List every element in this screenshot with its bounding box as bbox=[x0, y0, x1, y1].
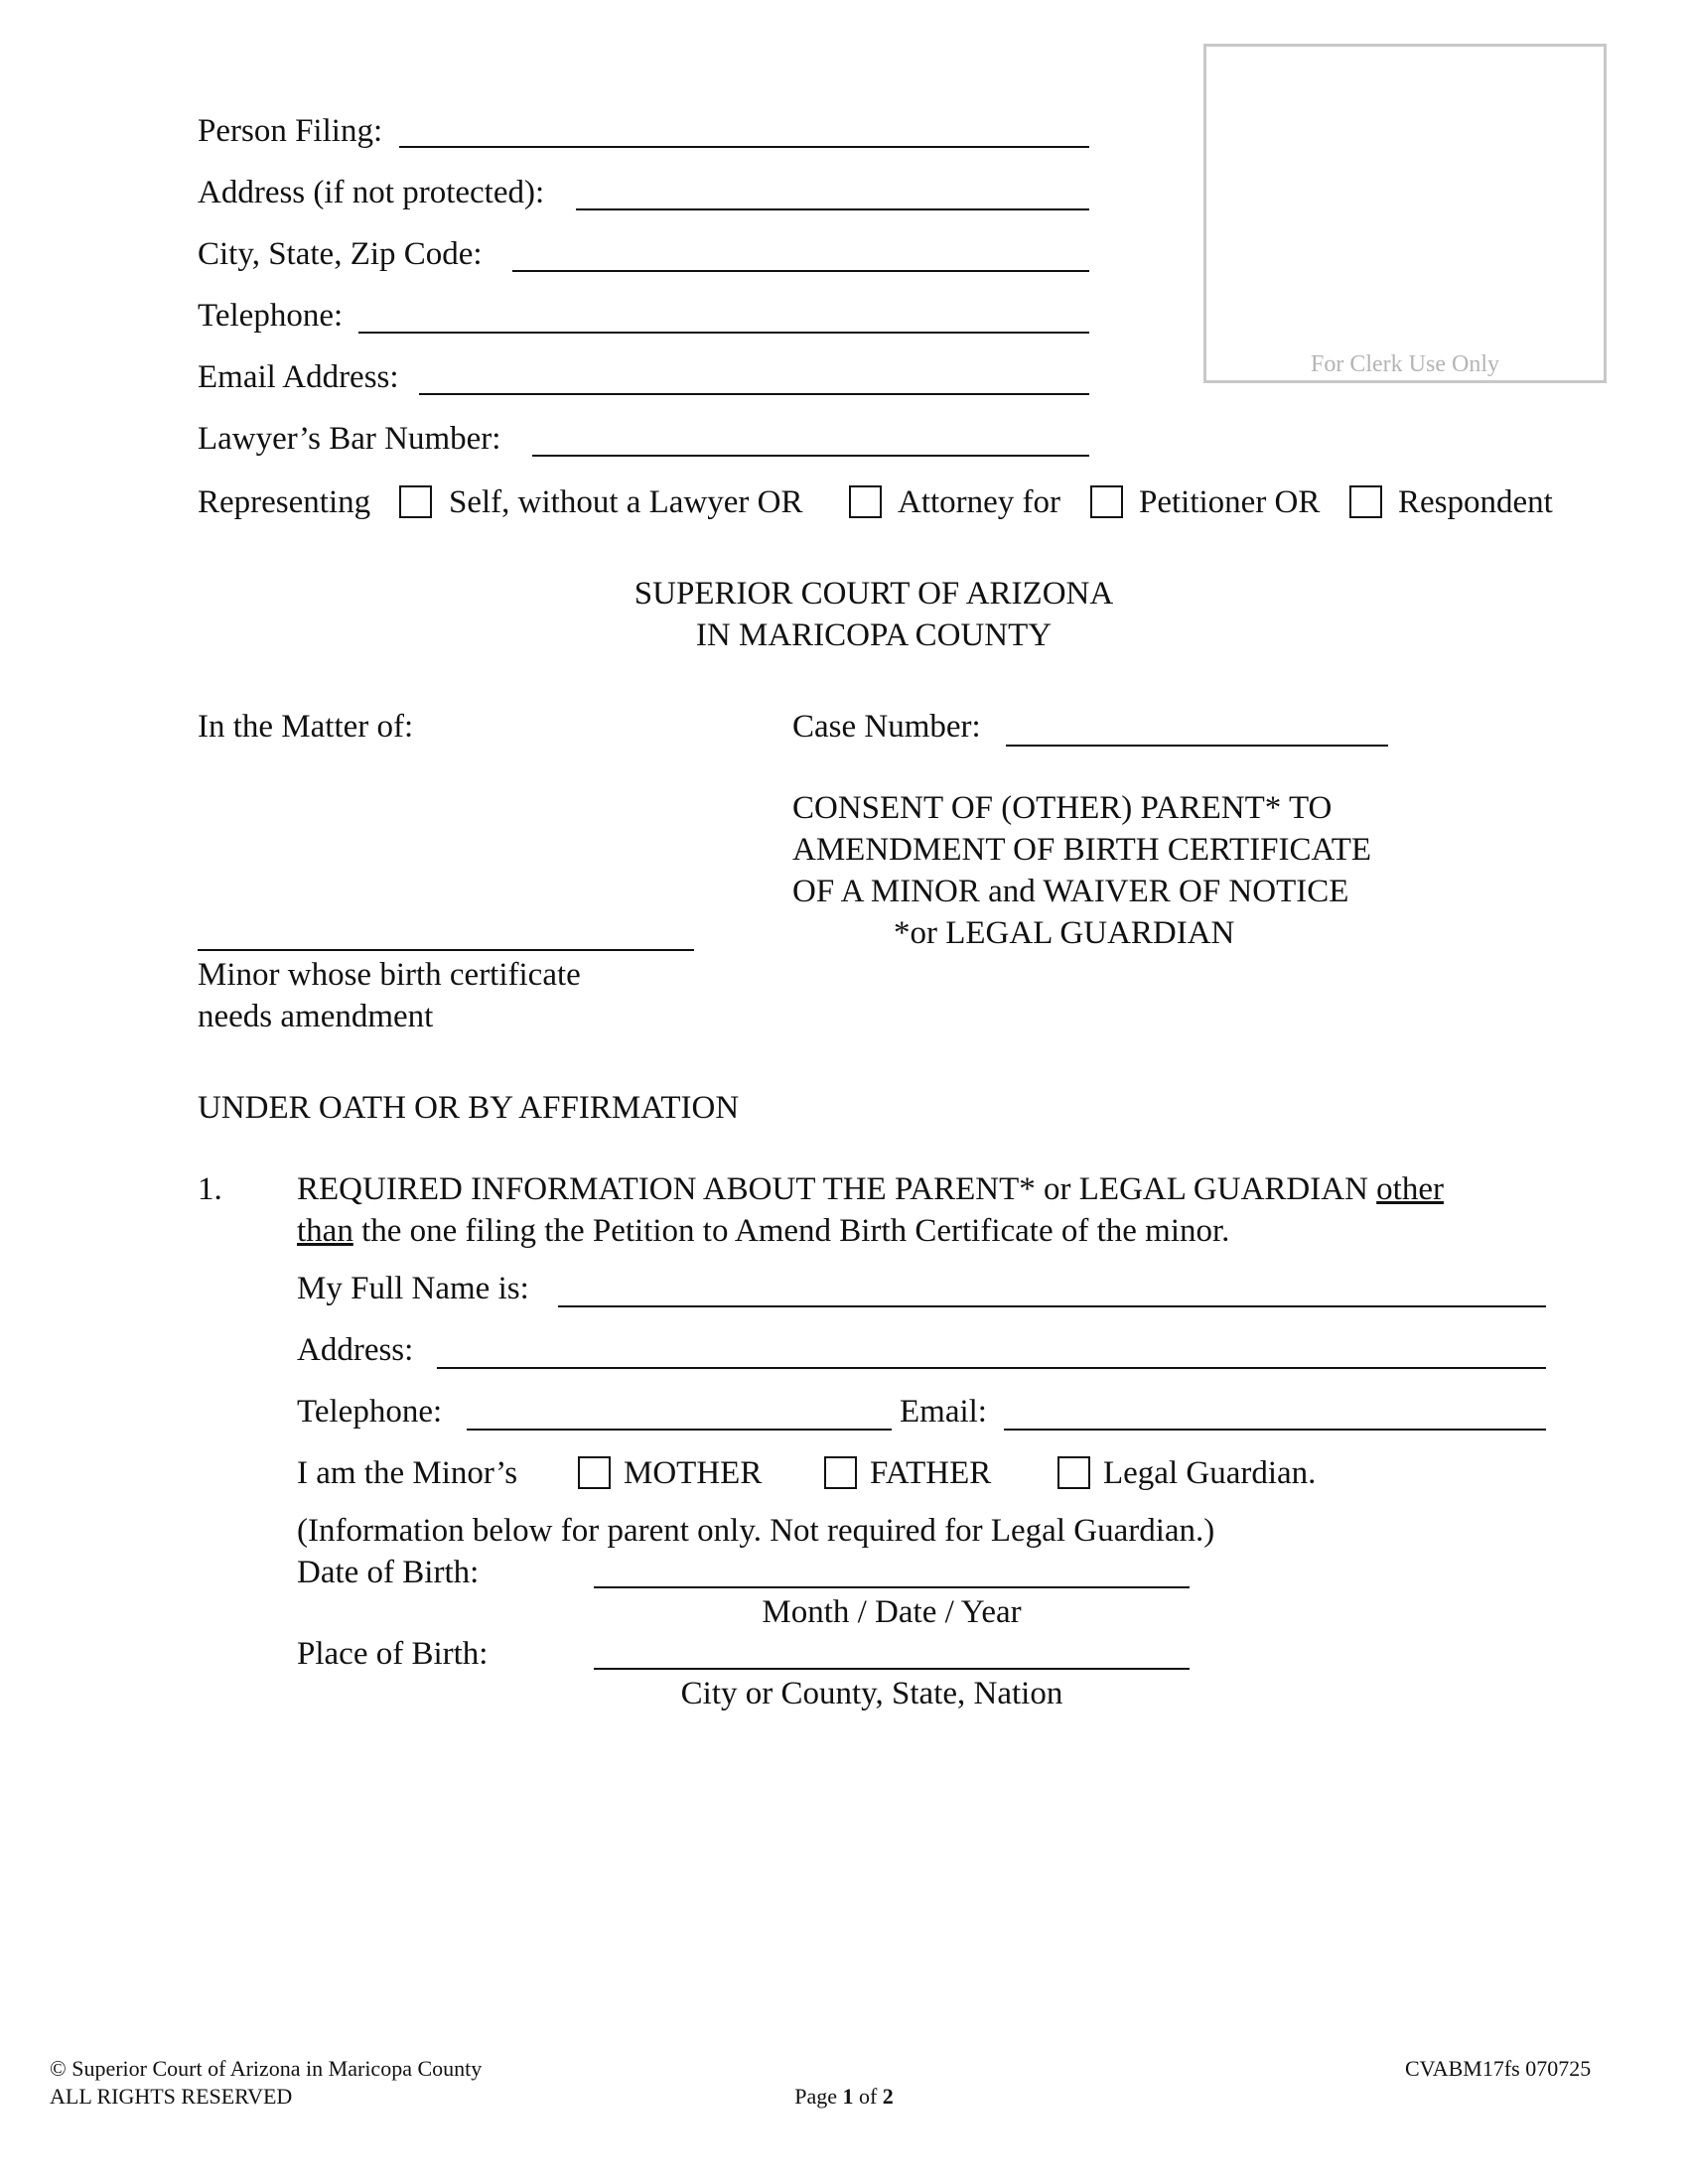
dob-input[interactable] bbox=[594, 1586, 1190, 1588]
attorney-label: Attorney for bbox=[898, 484, 1061, 520]
section-heading-line1: REQUIRED INFORMATION ABOUT THE PARENT* or LEGAL GUARDIAN other bbox=[297, 1171, 1444, 1207]
father-label: FATHER bbox=[870, 1455, 992, 1491]
email-input[interactable] bbox=[419, 393, 1089, 395]
section-heading-line2: than the one filing the Petition to Amend Birth Certificate of the minor. bbox=[297, 1213, 1230, 1249]
document-title-line1: CONSENT OF (OTHER) PARENT* TO bbox=[792, 790, 1333, 826]
dob-label: Date of Birth: bbox=[297, 1555, 480, 1590]
relation-label: I am the Minor’s bbox=[297, 1455, 518, 1491]
guardian-checkbox[interactable] bbox=[1057, 1456, 1090, 1489]
clerk-use-label: For Clerk Use Only bbox=[1311, 351, 1499, 377]
respondent-checkbox[interactable] bbox=[1349, 485, 1382, 518]
document-title-line4: *or LEGAL GUARDIAN bbox=[894, 915, 1235, 951]
clerk-use-box bbox=[1203, 44, 1607, 383]
guardian-label: Legal Guardian. bbox=[1103, 1455, 1317, 1491]
form-code: CVABM17fs 070725 bbox=[1405, 2056, 1592, 2081]
address-input[interactable] bbox=[576, 208, 1089, 210]
section-address-input[interactable] bbox=[437, 1367, 1546, 1369]
section-telephone-label: Telephone: bbox=[297, 1394, 443, 1430]
pob-hint: City or County, State, Nation bbox=[680, 1676, 1063, 1711]
email-label: Email Address: bbox=[198, 359, 399, 395]
petitioner-label: Petitioner OR bbox=[1139, 484, 1321, 520]
father-checkbox[interactable] bbox=[824, 1456, 857, 1489]
dob-hint: Month / Date / Year bbox=[762, 1594, 1022, 1630]
self-label: Self, without a Lawyer OR bbox=[449, 484, 803, 520]
court-name-line2: IN MARICOPA COUNTY bbox=[695, 617, 1053, 653]
petitioner-checkbox[interactable] bbox=[1090, 485, 1123, 518]
attorney-checkbox[interactable] bbox=[849, 485, 882, 518]
underlined-other: other bbox=[1376, 1171, 1444, 1207]
pob-input[interactable] bbox=[594, 1668, 1190, 1670]
city-state-zip-input[interactable] bbox=[512, 270, 1089, 272]
bar-number-label: Lawyer’s Bar Number: bbox=[198, 421, 501, 457]
full-name-label: My Full Name is: bbox=[297, 1271, 529, 1306]
telephone-input[interactable] bbox=[358, 332, 1089, 334]
case-number-label: Case Number: bbox=[792, 709, 981, 745]
person-filing-label: Person Filing: bbox=[198, 113, 383, 149]
section-email-input[interactable] bbox=[1004, 1429, 1546, 1431]
mother-label: MOTHER bbox=[624, 1455, 763, 1491]
footer-rights: ALL RIGHTS RESERVED bbox=[50, 2084, 293, 2109]
address-label: Address (if not protected): bbox=[198, 175, 545, 210]
representing-label: Representing bbox=[198, 484, 371, 520]
full-name-input[interactable] bbox=[558, 1305, 1546, 1307]
section-email-label: Email: bbox=[900, 1394, 987, 1430]
section-address-label: Address: bbox=[297, 1332, 414, 1368]
minor-label-line1: Minor whose birth certificate bbox=[198, 957, 581, 993]
court-name-line1: SUPERIOR COURT OF ARIZONA bbox=[633, 576, 1114, 612]
section-number: 1. bbox=[198, 1171, 222, 1207]
telephone-label: Telephone: bbox=[198, 298, 344, 334]
minor-label-line2: needs amendment bbox=[198, 999, 434, 1034]
footer-copyright: © Superior Court of Arizona in Maricopa County bbox=[50, 2056, 483, 2081]
pob-label: Place of Birth: bbox=[297, 1636, 489, 1672]
person-filing-input[interactable] bbox=[399, 146, 1089, 148]
self-checkbox[interactable] bbox=[399, 485, 432, 518]
bar-number-input[interactable] bbox=[532, 455, 1089, 457]
page-number: Page 1 of 2 bbox=[794, 2084, 894, 2109]
respondent-label: Respondent bbox=[1398, 484, 1553, 520]
section-telephone-input[interactable] bbox=[467, 1429, 892, 1431]
document-title-line3: OF A MINOR and WAIVER OF NOTICE bbox=[792, 874, 1349, 909]
matter-label: In the Matter of: bbox=[198, 709, 414, 745]
case-number-input[interactable] bbox=[1006, 745, 1388, 747]
info-note: (Information below for parent only. Not required for Legal Guardian.) bbox=[297, 1513, 1215, 1549]
underlined-than: than bbox=[297, 1213, 353, 1249]
document-title-line2: AMENDMENT OF BIRTH CERTIFICATE bbox=[792, 832, 1372, 868]
mother-checkbox[interactable] bbox=[578, 1456, 611, 1489]
city-state-zip-label: City, State, Zip Code: bbox=[198, 236, 483, 272]
minor-name-input[interactable] bbox=[198, 949, 694, 951]
oath-heading: UNDER OATH OR BY AFFIRMATION bbox=[198, 1090, 740, 1126]
